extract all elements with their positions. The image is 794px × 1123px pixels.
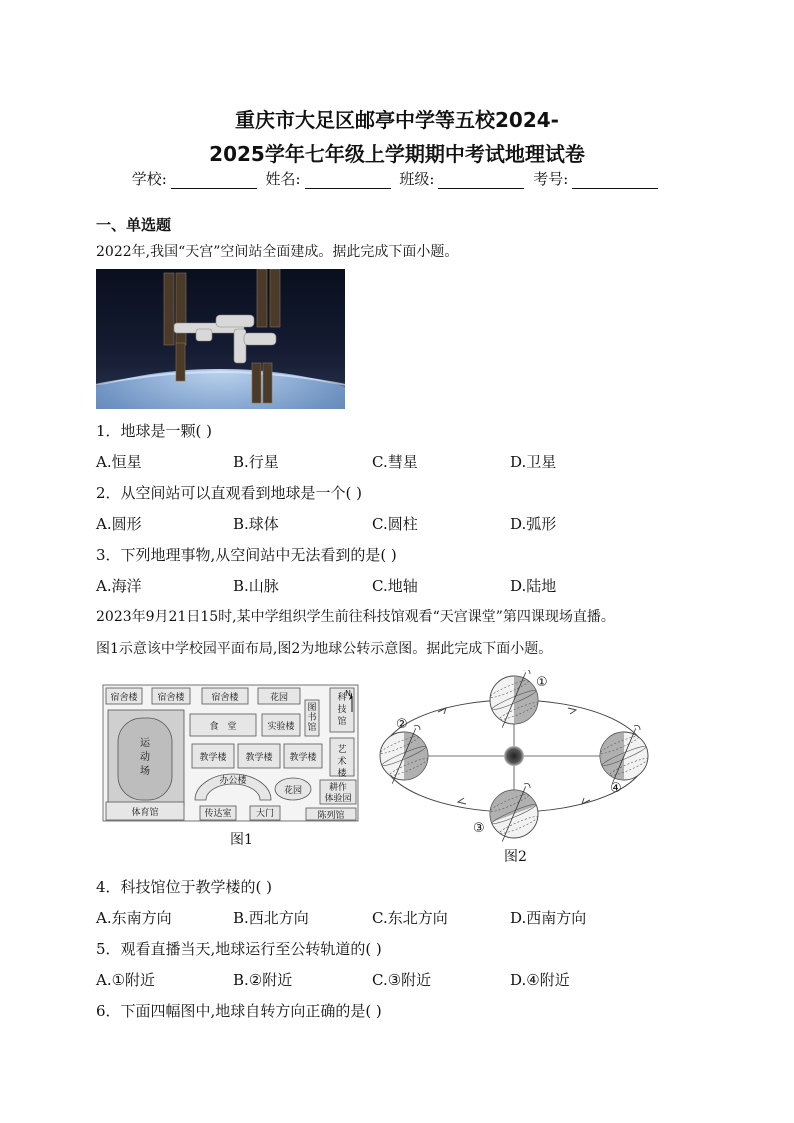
label-garden-mid: 花园 — [283, 786, 303, 796]
class-blank[interactable] — [438, 174, 524, 189]
q4-option-c[interactable]: C.东北方向 — [372, 909, 448, 927]
q1-option-a[interactable]: A.恒星 — [96, 453, 142, 471]
question-5-stem: 5．观看直播当天,地球运行至公转轨道的( ) — [96, 940, 382, 958]
label-canteen: 食 堂 — [209, 722, 237, 732]
q4-option-a[interactable]: A.东南方向 — [96, 909, 172, 927]
label-library: 图书馆 — [307, 703, 317, 733]
intro-paragraph-2-line-1: 2023年9月21日15时,某中学组织学生前往科技馆观看“天宫课堂”第四课现场直播。 — [96, 609, 615, 625]
label-lab: 实验楼 — [267, 722, 295, 732]
exam-no-label: 考号: — [533, 170, 569, 188]
q5-option-b[interactable]: B.②附近 — [233, 971, 293, 989]
q5-option-c[interactable]: C.③附近 — [372, 971, 432, 989]
q1-option-c[interactable]: C.彗星 — [372, 453, 418, 471]
label-office: 办公楼 — [219, 776, 247, 786]
name-label: 姓名: — [265, 170, 301, 188]
intro-paragraph-2-line-2: 图1示意该中学校园平面布局,图2为地球公转示意图。据此完成下面小题。 — [96, 641, 553, 657]
space-station-photo — [96, 269, 345, 409]
q4-option-b[interactable]: B.西北方向 — [233, 909, 309, 927]
position-2-label: ② — [396, 717, 408, 732]
label-science-hall: 科技馆 — [337, 693, 347, 727]
q3-option-d[interactable]: D.陆地 — [510, 577, 557, 595]
question-6-stem: 6．下面四幅图中,地球自转方向正确的是( ) — [96, 1002, 382, 1020]
q2-option-c[interactable]: C.圆柱 — [372, 515, 418, 533]
q2-option-a[interactable]: A.圆形 — [96, 515, 142, 533]
label-garden-top: 花园 — [269, 693, 289, 703]
label-field: 运动场 — [140, 738, 150, 777]
label-dorm-3: 宿舍楼 — [211, 693, 239, 703]
exam-no-blank[interactable] — [572, 174, 658, 189]
name-blank[interactable] — [305, 174, 391, 189]
figure-2-caption: 图2 — [504, 849, 527, 865]
intro-paragraph-1: 2022年,我国“天宫”空间站全面建成。据此完成下面小题。 — [96, 244, 459, 260]
question-3-stem: 3．下列地理事物,从空间站中无法看到的是( ) — [96, 546, 397, 564]
earth-position-4 — [599, 726, 649, 784]
orbit-arrow-icon — [458, 798, 466, 804]
label-dorm-1: 宿舍楼 — [110, 693, 138, 703]
orbit-arrow-icon — [568, 708, 576, 714]
label-gate: 大门 — [255, 809, 275, 819]
class-label: 班级: — [399, 170, 435, 188]
question-4-stem: 4．科技馆位于教学楼的( ) — [96, 878, 273, 896]
label-guard-room: 传达室 — [204, 809, 232, 819]
q3-option-a[interactable]: A.海洋 — [96, 577, 142, 595]
position-4-label: ④ — [610, 781, 622, 796]
label-gym: 体育馆 — [131, 808, 159, 818]
figure-1-campus-map — [100, 682, 362, 846]
label-exhibit: 陈列馆 — [317, 811, 345, 821]
position-1-label: ① — [536, 675, 548, 690]
q5-option-d[interactable]: D.④附近 — [510, 971, 570, 989]
school-label: 学校: — [131, 170, 167, 188]
question-2-stem: 2．从空间站可以直观看到地球是一个( ) — [96, 484, 363, 502]
earth-position-3 — [483, 783, 539, 841]
q2-option-d[interactable]: D.弧形 — [510, 515, 557, 533]
q1-option-b[interactable]: B.行星 — [233, 453, 279, 471]
q5-option-a[interactable]: A.①附近 — [96, 971, 156, 989]
q1-option-d[interactable]: D.卫星 — [510, 453, 557, 471]
title-line-1: 重庆市大足区邮亭中学等五校2024- — [235, 108, 559, 132]
q2-option-b[interactable]: B.球体 — [233, 515, 279, 533]
title-line-2: 2025学年七年级上学期期中考试地理试卷 — [209, 142, 585, 166]
student-info-line — [0, 168, 794, 189]
label-art: 艺术楼 — [337, 745, 347, 779]
label-farm: 耕作体验园 — [324, 783, 352, 804]
sun-icon — [504, 746, 524, 766]
q3-option-b[interactable]: B.山脉 — [233, 577, 279, 595]
earth-position-1 — [489, 670, 539, 728]
school-blank[interactable] — [171, 174, 257, 189]
label-teach-1: 教学楼 — [199, 753, 227, 763]
figure-1-caption: 图1 — [230, 832, 253, 848]
q3-option-c[interactable]: C.地轴 — [372, 577, 418, 595]
earth-position-2 — [379, 726, 429, 784]
question-1-stem: 1．地球是一颗( ) — [96, 422, 213, 440]
figure-2-revolution-diagram — [378, 670, 658, 848]
label-teach-2: 教学楼 — [245, 753, 273, 763]
q4-option-d[interactable]: D.西南方向 — [510, 909, 587, 927]
position-3-label: ③ — [473, 821, 485, 836]
label-teach-3: 教学楼 — [289, 753, 317, 763]
section-heading: 一、单选题 — [96, 216, 172, 234]
label-dorm-2: 宿舍楼 — [157, 693, 185, 703]
north-label: N — [345, 689, 351, 698]
